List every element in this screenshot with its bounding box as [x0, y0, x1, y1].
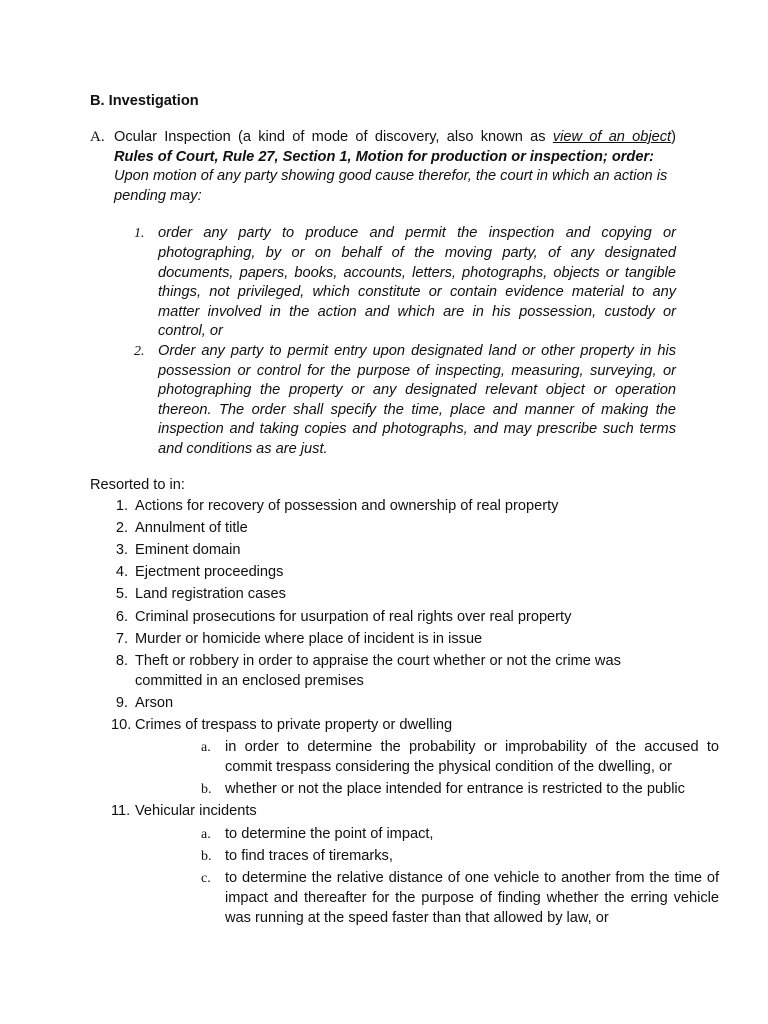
- list-item: [90, 585, 690, 605]
- list-item-text: Land registration cases: [135, 586, 286, 603]
- sub-list-item-letter: a.: [201, 827, 211, 843]
- sub-list-item-text: to determine the relative distance of one vehicle to another from the time of impact and thereafter for the purpose of finding whether the erring vehicle was running at the speed faster than that allowed by law, or: [225, 870, 719, 926]
- resorted-to-list: [90, 497, 719, 929]
- list-item-text: Murder or homicide where place of incident is in issue: [135, 630, 483, 647]
- ocular-inspection-intro: [114, 128, 676, 148]
- list-item-text: Actions for recovery of possession and ownership of real property: [135, 497, 559, 514]
- list-item-text: Crimes of trespass to private property or dwelling: [135, 716, 453, 733]
- sub-list-item-text: in order to determine the probability or improbability of the accused to commit trespass considering the physical condition of the dwelling, or: [225, 739, 719, 776]
- list-item-text: Arson: [135, 694, 174, 711]
- section-a-marker: A.: [90, 129, 105, 145]
- list-item-number: 7.: [115, 630, 128, 647]
- list-item-number: 3.: [115, 541, 128, 558]
- sub-list-item-letter: b.: [201, 849, 212, 865]
- rule-item: [114, 342, 676, 460]
- list-item-text: Annulment of title: [135, 519, 248, 536]
- sub-list-item-letter: c.: [201, 871, 211, 887]
- sub-list-item: [135, 738, 719, 777]
- sub-list-item-text: to find traces of tiremarks,: [225, 848, 393, 865]
- section-a: [90, 128, 676, 460]
- rule-item-text: Order any party to permit entry upon designated land or other property in his possession or control for the purpose of inspecting, measuring, surveying, or photographing the property or any designated relevant object or operation thereon. The order shall specify the time, place and manner of making the inspection and taking copies and photographs, and may prescribe such terms and conditions as are just.: [158, 342, 676, 457]
- list-item-text: Eminent domain: [135, 541, 241, 558]
- rule-item-number: 2.: [134, 343, 145, 359]
- sub-list: [135, 825, 719, 928]
- sub-list-item: [135, 847, 719, 867]
- sub-list-item: [135, 780, 719, 800]
- list-item-number: 11.: [111, 803, 131, 820]
- intro-suffix: ): [671, 129, 676, 145]
- rule-items-list: [114, 224, 676, 459]
- sub-list-item-text: to determine the point of impact,: [225, 826, 434, 843]
- list-item-number: 8.: [115, 652, 128, 669]
- list-item-number: 5.: [115, 586, 128, 603]
- sub-list-item-letter: b.: [201, 782, 212, 798]
- section-heading: B. Investigation: [90, 93, 199, 109]
- view-of-an-object-term: view of an object: [552, 129, 672, 145]
- list-item: [90, 630, 690, 650]
- list-item: [90, 652, 690, 691]
- list-item: [90, 563, 690, 583]
- list-item-number: 10.: [111, 716, 132, 733]
- sub-list-item: [135, 869, 719, 928]
- sub-list-item-text: whether or not the place intended for entrance is restricted to the public: [225, 781, 685, 798]
- list-item: [90, 497, 690, 517]
- rule-item-number: 1.: [134, 226, 145, 242]
- sub-list-item: [135, 825, 719, 845]
- list-item-text: Criminal prosecutions for usurpation of real rights over real property: [135, 608, 572, 625]
- rule-title: Rules of Court, Rule 27, Section 1, Motion for production or inspection; order:: [114, 148, 654, 165]
- list-item: [90, 694, 690, 714]
- list-item: [90, 608, 690, 628]
- list-item-text: Ejectment proceedings: [135, 564, 284, 581]
- list-item: [90, 716, 719, 800]
- intro-prefix: Ocular Inspection (a kind of mode of discovery, also known as: [114, 129, 553, 145]
- rule-body: Upon motion of any party showing good cause therefor, the court in which an action is pending may:: [114, 168, 668, 204]
- sub-list-item-letter: a.: [201, 740, 211, 756]
- rule-item-text: order any party to produce and permit the inspection and copying or photographing, by or on behalf of the moving party, of any designated documents, papers, books, accounts, letters, photographs, objects or tangible things, not privileged, which constitute or contain evidence material to any matter involved in the action and which are in his possession, custody or control, or: [158, 225, 676, 340]
- list-item-number: 9.: [115, 694, 128, 711]
- list-item-number: 1.: [115, 497, 128, 514]
- rule-item: [114, 224, 676, 342]
- sub-list: [135, 738, 719, 799]
- list-item: [90, 541, 690, 561]
- list-item: [90, 519, 690, 539]
- list-item-text: Vehicular incidents: [135, 803, 257, 820]
- resorted-to-intro: Resorted to in:: [90, 477, 185, 493]
- list-item-text: Theft or robbery in order to appraise the court whether or not the crime was committed in an enclosed premises: [135, 652, 621, 689]
- list-item-number: 6.: [115, 608, 128, 625]
- list-item-number: 2.: [115, 519, 128, 536]
- list-item: [90, 802, 719, 928]
- list-item-number: 4.: [115, 564, 128, 581]
- section-a-body: [114, 128, 676, 460]
- resorted-to-section: [90, 476, 719, 931]
